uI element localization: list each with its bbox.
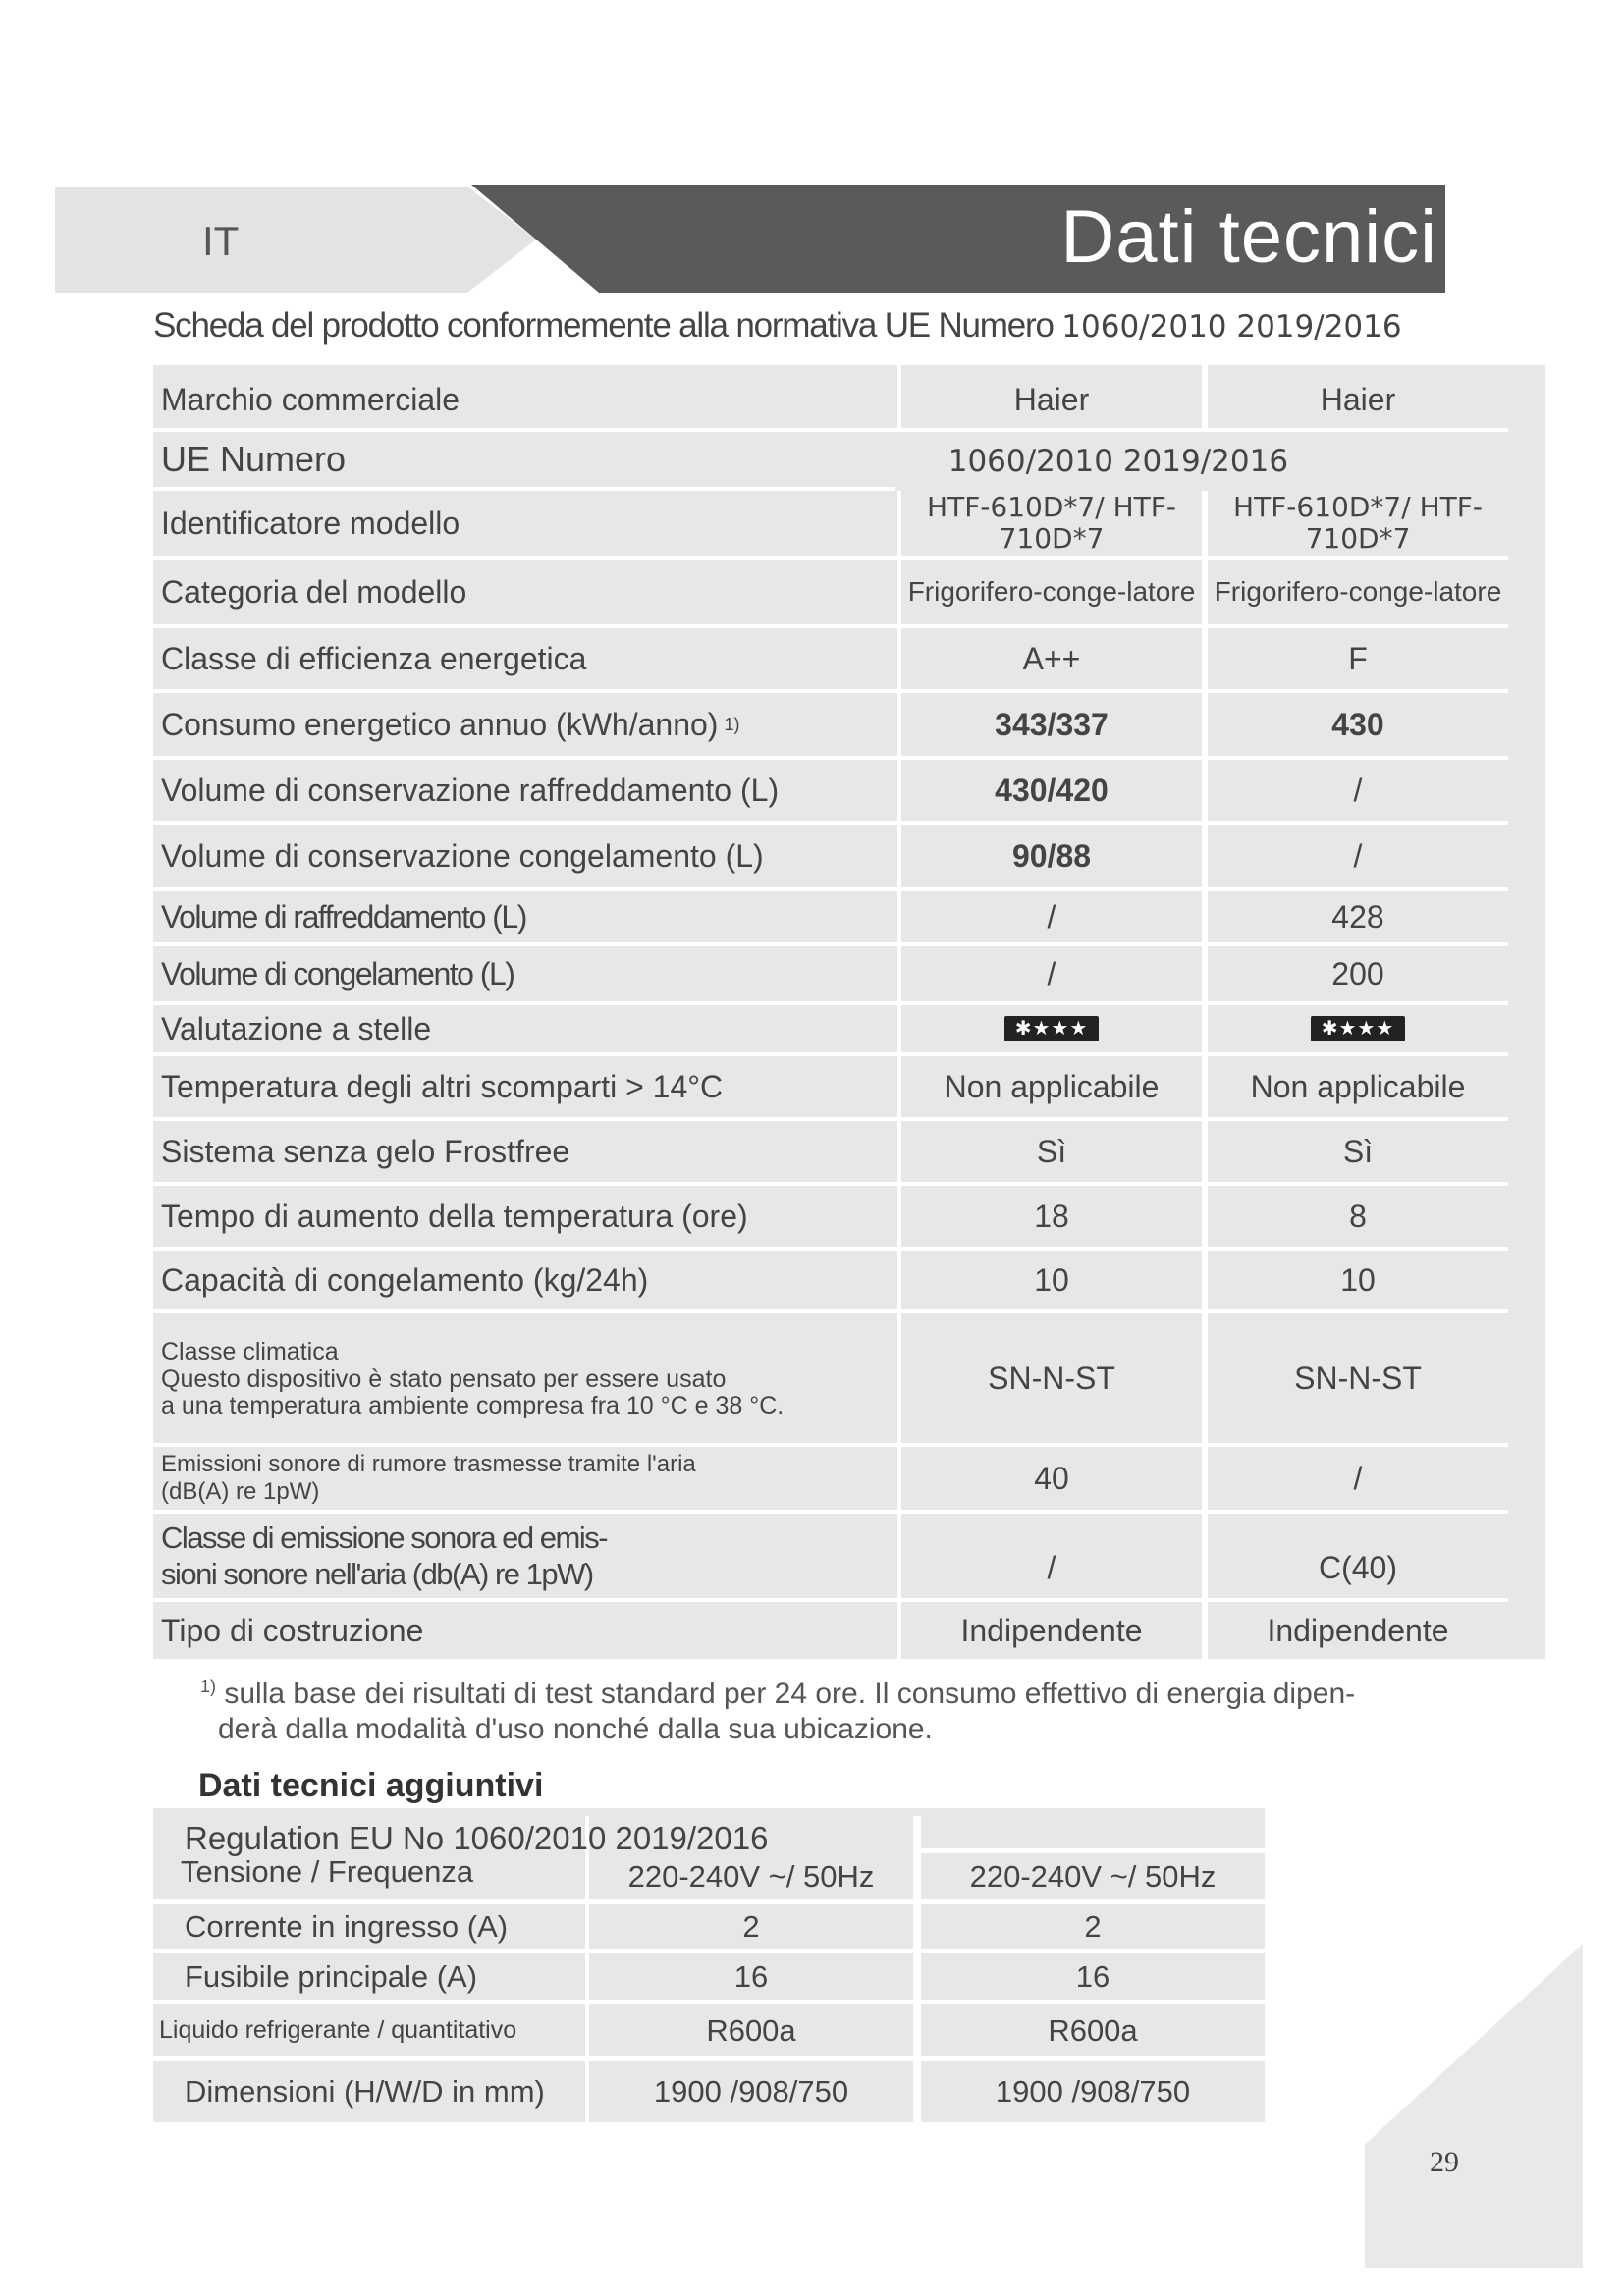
page-corner-decoration (1365, 1944, 1583, 2268)
table-row (153, 1953, 1265, 2004)
row-value-1: / (901, 946, 1202, 1005)
table-row (153, 946, 1508, 1005)
row-label (153, 1514, 897, 1602)
table-row (153, 760, 1508, 825)
table-row (153, 560, 1508, 628)
row-value-1: SN-N-ST (901, 1313, 1202, 1447)
row-value-1: 18 (901, 1186, 1202, 1251)
regulation-text: Regulation EU No 1060/2010 2019/2016 (185, 1820, 769, 1856)
language-code: IT (202, 218, 240, 264)
row-label: UE Numero (153, 432, 895, 491)
row-value-2: 220-240V ~/ 50Hz (921, 1853, 1265, 1904)
row-label-text: Consumo energetico annuo (kWh/anno) (161, 706, 719, 742)
row-value-1: Non applicabile (901, 1056, 1202, 1121)
row-label-text: (dB(A) re 1pW) (161, 1478, 320, 1505)
row-value-2: 1900 /908/750 (995, 2074, 1191, 2109)
row-label-title: Classe climatica (161, 1338, 339, 1366)
row-value-2: Non applicabile (1208, 1056, 1508, 1121)
row-label: Identificatore modello (153, 491, 897, 560)
row-value-1: / (901, 1514, 1202, 1602)
table-row (153, 1056, 1508, 1121)
ue-number-value: 1060/2010 2019/2016 (899, 432, 1508, 491)
table-row (153, 1313, 1508, 1447)
row-value-2: F (1208, 628, 1508, 693)
row-value-1: Sì (901, 1121, 1202, 1186)
row-value-1: A++ (901, 628, 1202, 693)
row-value-2: Frigorifero-conge-latore (1208, 560, 1508, 628)
row-label: Valutazione a stelle (153, 1005, 897, 1056)
product-data-table (153, 365, 1545, 1659)
row-label: Dimensioni (H/W/D in mm) (185, 2074, 545, 2109)
row-value-1: / (901, 891, 1202, 946)
subtitle-numbers: 1060/2010 2019/2016 (1061, 309, 1402, 345)
table-row (153, 1251, 1508, 1313)
row-label (153, 1447, 897, 1514)
row-value-1: 90/88 (901, 825, 1202, 891)
row-label: Liquido refrigerante / quantitativo (153, 2004, 585, 2061)
row-label-text: sioni sonore nell'aria (db(A) re 1pW) (161, 1557, 593, 1591)
footnote (200, 1677, 1477, 1747)
row-value-1: 343/337 (901, 693, 1202, 760)
additional-data-table (153, 1808, 1265, 2122)
page-number: 29 (1430, 2146, 1459, 2178)
row-label-text: Classe di emissione sonora ed emis- (161, 1520, 608, 1555)
row-value-1: 220-240V ~/ 50Hz (589, 1853, 913, 1904)
row-value-2 (921, 1816, 1265, 1853)
table-row (153, 1853, 1265, 1904)
row-label: Tempo di aumento della temperatura (ore) (153, 1186, 897, 1251)
row-value-2: 8 (1208, 1186, 1508, 1251)
row-value-2: Indipendente (1267, 1612, 1449, 1648)
row-value-2: Haier (1208, 371, 1508, 432)
row-label: Volume di raffreddamento (L) (153, 891, 897, 946)
row-label: Volume di conservazione raffreddamento (L) (153, 760, 897, 825)
row-value-1: HTF-610D*7/ HTF-710D*7 (901, 491, 1202, 560)
table-row (153, 693, 1508, 760)
row-value-1: 430/420 (901, 760, 1202, 825)
footnote-marker: 1) (200, 1677, 217, 1696)
table-row (153, 1186, 1508, 1251)
table-row (153, 1447, 1508, 1514)
row-label: Tipo di costruzione (161, 1612, 424, 1648)
row-label: Categoria del modello (153, 560, 897, 628)
row-value-2: 16 (921, 1953, 1265, 2004)
row-value-2: C(40) (1208, 1514, 1508, 1602)
row-label: Temperatura degli altri scomparti > 14°C (153, 1056, 897, 1121)
table-row (153, 1602, 1508, 1659)
row-label: Sistema senza gelo Frostfree (153, 1121, 897, 1186)
row-label (153, 1313, 897, 1447)
row-value-2: 200 (1208, 946, 1508, 1005)
row-label: Corrente in ingresso (A) (153, 1904, 585, 1953)
row-value-2: HTF-610D*7/ HTF-710D*7 (1208, 491, 1508, 560)
row-label-text: Emissioni sonore di rumore trasmesse tramite l'aria (161, 1451, 696, 1478)
row-value-1: R600a (589, 2004, 913, 2061)
row-label: Volume di conservazione congelamento (L) (153, 825, 897, 891)
row-value-1 (901, 1005, 1202, 1056)
table-row (153, 825, 1508, 891)
section-title: Dati tecnici aggiuntivi (198, 1767, 544, 1804)
page-title: Dati tecnici (1060, 195, 1437, 279)
row-value-2: Sì (1208, 1121, 1508, 1186)
table-row (153, 371, 1508, 432)
row-label: Classe di efficienza energetica (153, 628, 897, 693)
row-value-2: 428 (1208, 891, 1508, 946)
footnote-ref: 1) (724, 714, 740, 734)
row-label: Fusibile principale (A) (153, 1953, 585, 2004)
star-rating-icon: ✱★★★ (1004, 1016, 1099, 1041)
row-value-1: 40 (901, 1447, 1202, 1514)
table-row (153, 628, 1508, 693)
page-subtitle (153, 306, 1402, 346)
table-row (153, 2004, 1265, 2061)
table-row (153, 1005, 1508, 1056)
table-row (153, 1514, 1508, 1602)
row-label: Capacità di congelamento (kg/24h) (153, 1251, 897, 1313)
table-row (153, 891, 1508, 946)
star-rating-icon: ✱★★★ (1311, 1016, 1405, 1041)
row-value-1: 1900 /908/750 (653, 2074, 849, 2109)
row-label: Marchio commerciale (153, 371, 897, 432)
row-value-2: / (1208, 1447, 1508, 1514)
row-value-2: R600a (921, 2004, 1265, 2061)
row-value-1: 2 (589, 1904, 913, 1953)
row-label: Tensione / Frequenza (153, 1853, 585, 1904)
footnote-text-line2: derà dalla modalità d'uso nonché dalla sua ubicazione. (218, 1713, 933, 1745)
row-label (153, 693, 897, 760)
row-value-2: 2 (921, 1904, 1265, 1953)
table-row (153, 1904, 1265, 1953)
table-row (153, 491, 1508, 560)
row-value-2: 10 (1208, 1251, 1508, 1313)
row-value-2: / (1208, 760, 1508, 825)
row-value-1: Indipendente (960, 1612, 1143, 1648)
row-label-note: a una temperatura ambiente compresa fra 10 °C e 38 °C. (161, 1391, 785, 1419)
footnote-text: sulla base dei risultati di test standard per 24 ore. Il consumo effettivo di energia dipen- (224, 1678, 1356, 1710)
row-value-2: 430 (1208, 693, 1508, 760)
row-value-1: Frigorifero-conge-latore (901, 560, 1202, 628)
table-row (153, 1121, 1508, 1186)
row-value-2 (1208, 1005, 1508, 1056)
row-label: Volume di congelamento (L) (153, 946, 897, 1005)
subtitle-text: Scheda del prodotto conformemente alla normativa UE Numero (153, 306, 1054, 345)
row-label-note: Questo dispositivo è stato pensato per essere usato (161, 1365, 727, 1394)
row-value-1: Haier (901, 371, 1202, 432)
row-value-2: SN-N-ST (1208, 1313, 1508, 1447)
table-row (153, 2061, 1265, 2122)
row-value-1: 16 (589, 1953, 913, 2004)
table-row (153, 432, 1508, 491)
row-value-1: 10 (901, 1251, 1202, 1313)
row-value-2: / (1208, 825, 1508, 891)
language-tab (55, 187, 467, 293)
